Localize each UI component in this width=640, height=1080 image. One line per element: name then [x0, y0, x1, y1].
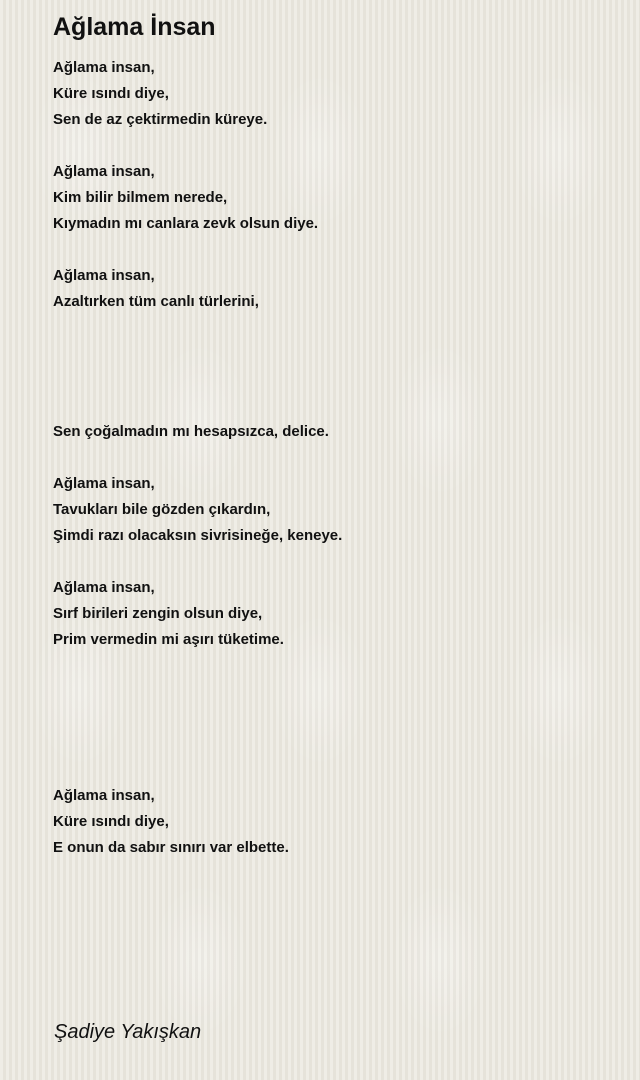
stanza-break [53, 549, 613, 575]
stanza-break [53, 341, 613, 367]
poem-line: Sen çoğalmadın mı hesapsızca, delice. [53, 423, 329, 440]
poem-author: Şadiye Yakışkan [54, 1021, 202, 1043]
stanza-break [53, 731, 613, 757]
poem-line: Ağlama insan, [53, 475, 155, 492]
poem-line: Ağlama insan, [53, 59, 155, 76]
stanza-break [53, 653, 613, 679]
poem-line: Azaltırken tüm canlı türlerini, [53, 293, 259, 310]
poem-title: Ağlama İnsan [53, 13, 216, 41]
stanza-break [53, 315, 613, 341]
stanza-break [53, 133, 613, 159]
stanza-break [53, 237, 613, 263]
stanza-break [53, 445, 613, 471]
poem-line: Prim vermedin mi aşırı tüketime. [53, 631, 284, 648]
poem-line: Küre ısındı diye, [53, 85, 169, 102]
poem-body [53, 55, 613, 861]
poem-line: Sırf birileri zengin olsun diye, [53, 605, 263, 622]
poem-line: Küre ısındı diye, [53, 813, 169, 830]
poem-line: Şimdi razı olacaksın sivrisineğe, keneye. [53, 527, 343, 544]
stanza-break [53, 757, 613, 783]
poem-line: Ağlama insan, [53, 579, 155, 596]
poem-line: Tavukları bile gözden çıkardın, [53, 501, 271, 518]
poem-line: Ağlama insan, [53, 787, 155, 804]
poem-line: Kim bilir bilmem nerede, [53, 189, 228, 206]
poem-line: E onun da sabır sınırı var elbette. [53, 839, 289, 856]
poem-line: Ağlama insan, [53, 267, 155, 284]
poem-line: Ağlama insan, [53, 163, 155, 180]
stanza-break [53, 367, 613, 393]
stanza-break [53, 679, 613, 705]
poem-line: Sen de az çektirmedin küreye. [53, 111, 268, 128]
stanza-break [53, 393, 613, 419]
stanza-break [53, 705, 613, 731]
poem-line: Kıymadın mı canlara zevk olsun diye. [53, 215, 319, 232]
